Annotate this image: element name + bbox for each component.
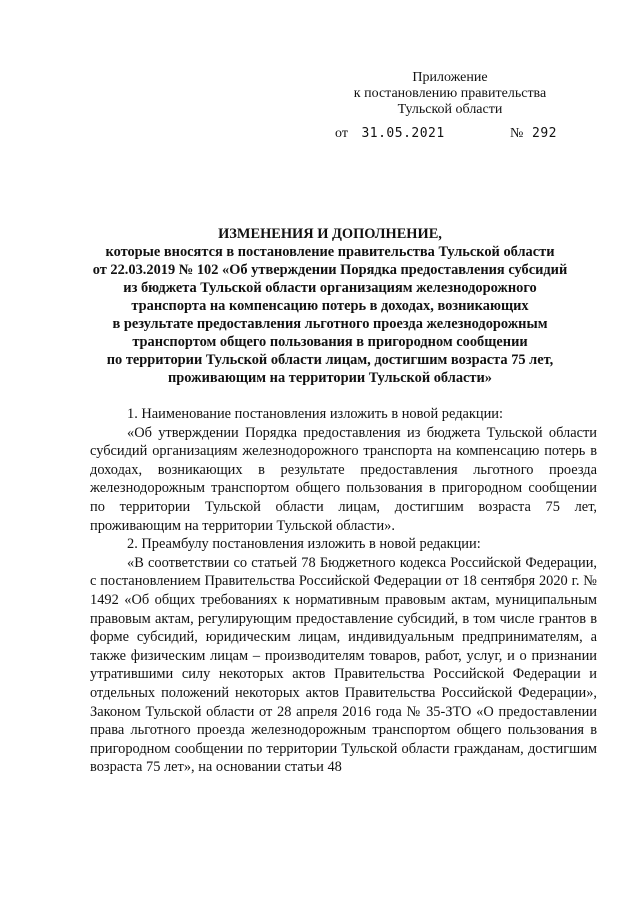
title-line: в результате предоставления льготного проезда железнодорожным (112, 316, 548, 332)
document-body (90, 405, 597, 777)
date-number-line (335, 126, 557, 142)
title-line: из бюджета Тульской области организациям железнодорожного (123, 280, 537, 296)
paragraph-item-1: 1. Наименование постановления изложить в новой редакции: (127, 406, 503, 422)
title-heading: ИЗМЕНЕНИЯ И ДОПОЛНЕНИЕ, (218, 226, 442, 242)
appendix-line-1: Приложение (412, 70, 488, 85)
document-title (70, 225, 590, 387)
date-value: 31.05.2021 (361, 126, 445, 141)
title-line: по территории Тульской области лицам, достигшим возраста 75 лет, (106, 352, 554, 368)
paragraph-preamble-text: «В соответствии со статьей 78 Бюджетного кодекса Российской Федерации, с постановлением Правительства Российской Федерации от 18 сентября 2020 г. № 1492 «Об общих требованиях к нормативным правовым актам, муниципальным правовым актам, регулирующим предоставление субсидий, в том числе грантов в форме субсидий, юридическим лицам, индивидуальным предпринимателям, а также физическим лицам – производителям товаров, работ, услуг, и о признании утратившими силу некоторых актов Правительства Российской Федерации и отдельных положений некоторых актов Правительства Российской Федерации», Законом Тульской области от 28 апреля 2016 года № 35-ЗТО «О предоставлении права льготного проезда железнодорожным транспортом общего пользования в пригородном сообщении по территории Тульской области гражданам, достигшим возраста 75 лет», на основании статьи 48 (90, 554, 597, 776)
title-line: от 22.03.2019 № 102 «Об утверждении Порядка предоставления субсидий (92, 262, 568, 278)
date-label: от (335, 126, 348, 141)
title-line: транспортом общего пользования в пригородном сообщении (132, 334, 528, 350)
title-line: которые вносятся в постановление правительства Тульской области (105, 244, 555, 260)
number-label: № (510, 126, 524, 141)
title-line: транспорта на компенсацию потерь в доходах, возникающих (131, 298, 529, 314)
paragraph-new-title-text: «Об утверждении Порядка предоставления из бюджета Тульской области субсидий организациям железнодорожного транспорта на компенсацию потерь в доходах, возникающих в результате предоставления льготного проезда железнодорожным транспортом общего пользования в пригородном сообщении по территории Тульской области лицам, достигшим возраста 75 лет, проживающим на территории Тульской области». (90, 424, 597, 534)
appendix-line-3: Тульской области (397, 102, 503, 117)
appendix-header (300, 70, 600, 118)
appendix-line-2: к постановлению правительства (353, 86, 547, 101)
number-value: 292 (532, 126, 557, 141)
title-line: проживающим на территории Тульской области» (168, 370, 492, 386)
paragraph-item-2: 2. Преамбулу постановления изложить в новой редакции: (127, 536, 481, 553)
